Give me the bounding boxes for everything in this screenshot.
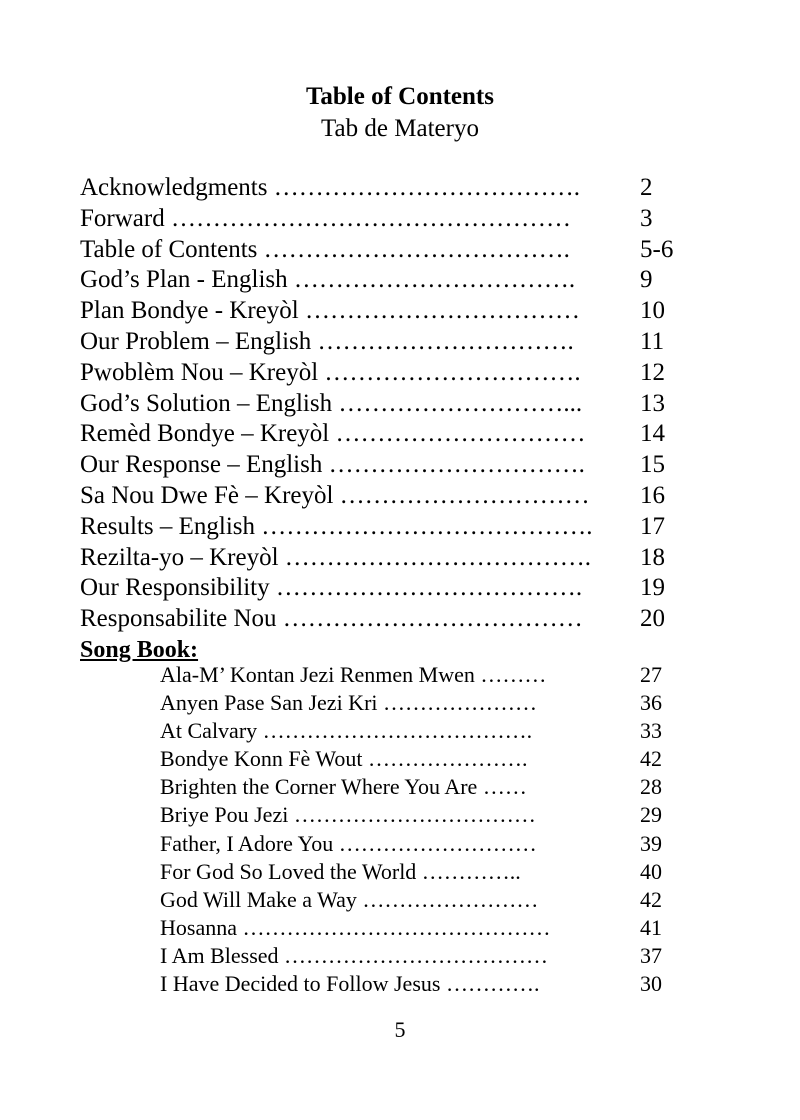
song-entry — [160, 661, 700, 689]
toc-entry — [80, 481, 700, 512]
song-title: Hosanna …………………………………… — [160, 914, 551, 940]
toc-entry-title: Forward ………………………………………… — [80, 204, 571, 232]
toc-entry-title: Results – English …………………………………. — [80, 512, 593, 540]
toc-entry — [80, 327, 700, 358]
toc-entry — [80, 604, 700, 635]
song-entry — [160, 689, 700, 717]
toc-entry-title: Our Response – English …………………………. — [80, 451, 585, 479]
song-page: 40 — [640, 858, 662, 884]
page-number: 5 — [394, 1017, 406, 1042]
toc-entry-page: 20 — [640, 605, 665, 633]
toc-entry — [80, 512, 700, 543]
toc-entry-page: 10 — [640, 297, 665, 325]
toc-entry-title: Pwoblèm Nou – Kreyòl …………………………. — [80, 358, 581, 386]
toc-entry-page: 5-6 — [640, 235, 674, 263]
toc-entry-page: 3 — [640, 204, 653, 232]
song-page: 30 — [640, 971, 662, 997]
song-page: 28 — [640, 774, 662, 800]
song-entry — [160, 773, 700, 801]
toc-entry — [80, 358, 700, 389]
toc-entry — [80, 419, 700, 450]
toc-entry-page: 9 — [640, 266, 653, 294]
song-title: For God So Loved the World ………….. — [160, 858, 521, 884]
toc-entry — [80, 450, 700, 481]
song-title: Brighten the Corner Where You Are …… — [160, 774, 527, 800]
song-title: At Calvary ………………………………. — [160, 718, 533, 744]
song-page: 29 — [640, 802, 662, 828]
toc-entry-page: 13 — [640, 389, 665, 417]
toc-entry-page: 19 — [640, 574, 665, 602]
song-title: Ala-M’ Kontan Jezi Renmen Mwen ……… — [160, 662, 547, 687]
table-of-contents — [80, 173, 700, 666]
toc-entry — [80, 573, 700, 604]
toc-entry — [80, 543, 700, 574]
toc-entry — [80, 389, 700, 420]
toc-entry-title: Table of Contents ………………………………. — [80, 235, 570, 263]
song-entry — [160, 801, 700, 829]
page-title: Table of Contents — [306, 83, 494, 110]
song-entry — [160, 858, 700, 886]
song-title: Father, I Adore You ……………………… — [160, 830, 537, 856]
song-entry — [160, 717, 700, 745]
song-title: God Will Make a Way …………………… — [160, 886, 539, 912]
toc-entry — [80, 173, 700, 204]
toc-entry-title: God’s Solution – English ………………………... — [80, 389, 583, 417]
toc-entry-title: Sa Nou Dwe Fè – Kreyòl ………………………… — [80, 481, 590, 509]
song-page: 39 — [640, 830, 662, 856]
song-page: 36 — [640, 690, 662, 716]
toc-entry-title: Our Responsibility ………………………………. — [80, 574, 583, 602]
toc-entry-page: 12 — [640, 358, 665, 386]
song-title: Briye Pou Jezi …………………………… — [160, 802, 536, 828]
toc-entry — [80, 235, 700, 266]
toc-entry-title: Our Problem – English …………………………. — [80, 327, 574, 355]
toc-entry-title: Responsabilite Nou ……………………………… — [80, 605, 583, 633]
toc-entry-page: 11 — [640, 327, 665, 355]
toc-entry-page: 17 — [640, 512, 665, 540]
song-entry — [160, 886, 700, 914]
song-title: I Have Decided to Follow Jesus …………. — [160, 971, 540, 997]
toc-entry — [80, 204, 700, 235]
toc-entry-title: Acknowledgments ………………………………. — [80, 174, 580, 201]
toc-entry — [80, 296, 700, 327]
toc-entry-title: Rezilta-yo – Kreyòl ………………………………. — [80, 543, 592, 571]
song-page: 41 — [640, 914, 662, 940]
toc-entry-title: God’s Plan - English ……………………………. — [80, 266, 576, 294]
song-entry — [160, 970, 700, 998]
song-page: 27 — [640, 662, 662, 687]
song-page: 37 — [640, 942, 662, 968]
toc-entry-page: 2 — [640, 174, 653, 201]
song-page: 42 — [640, 746, 662, 772]
toc-entry-title: Plan Bondye - Kreyòl …………………………… — [80, 297, 580, 325]
song-entry — [160, 942, 700, 970]
toc-entry — [80, 265, 700, 296]
song-entry — [160, 745, 700, 773]
song-title: Anyen Pase San Jezi Kri ………………… — [160, 690, 538, 716]
song-title: Bondye Konn Fè Wout …………………. — [160, 746, 528, 772]
page-subtitle: Tab de Materyo — [321, 115, 479, 142]
song-page: 42 — [640, 886, 662, 912]
toc-entry-page: 18 — [640, 543, 665, 571]
toc-entry-page: 14 — [640, 420, 665, 448]
song-entry — [160, 914, 700, 942]
toc-entry-title: Remèd Bondye – Kreyòl ………………………… — [80, 420, 586, 448]
song-book-list — [160, 661, 700, 998]
song-page: 33 — [640, 718, 662, 744]
toc-entry-page: 16 — [640, 481, 665, 509]
toc-entry-page: 15 — [640, 451, 665, 479]
song-title: I Am Blessed ……………………………… — [160, 942, 549, 968]
song-book-heading: Song Book: — [80, 636, 199, 663]
song-entry — [160, 830, 700, 858]
